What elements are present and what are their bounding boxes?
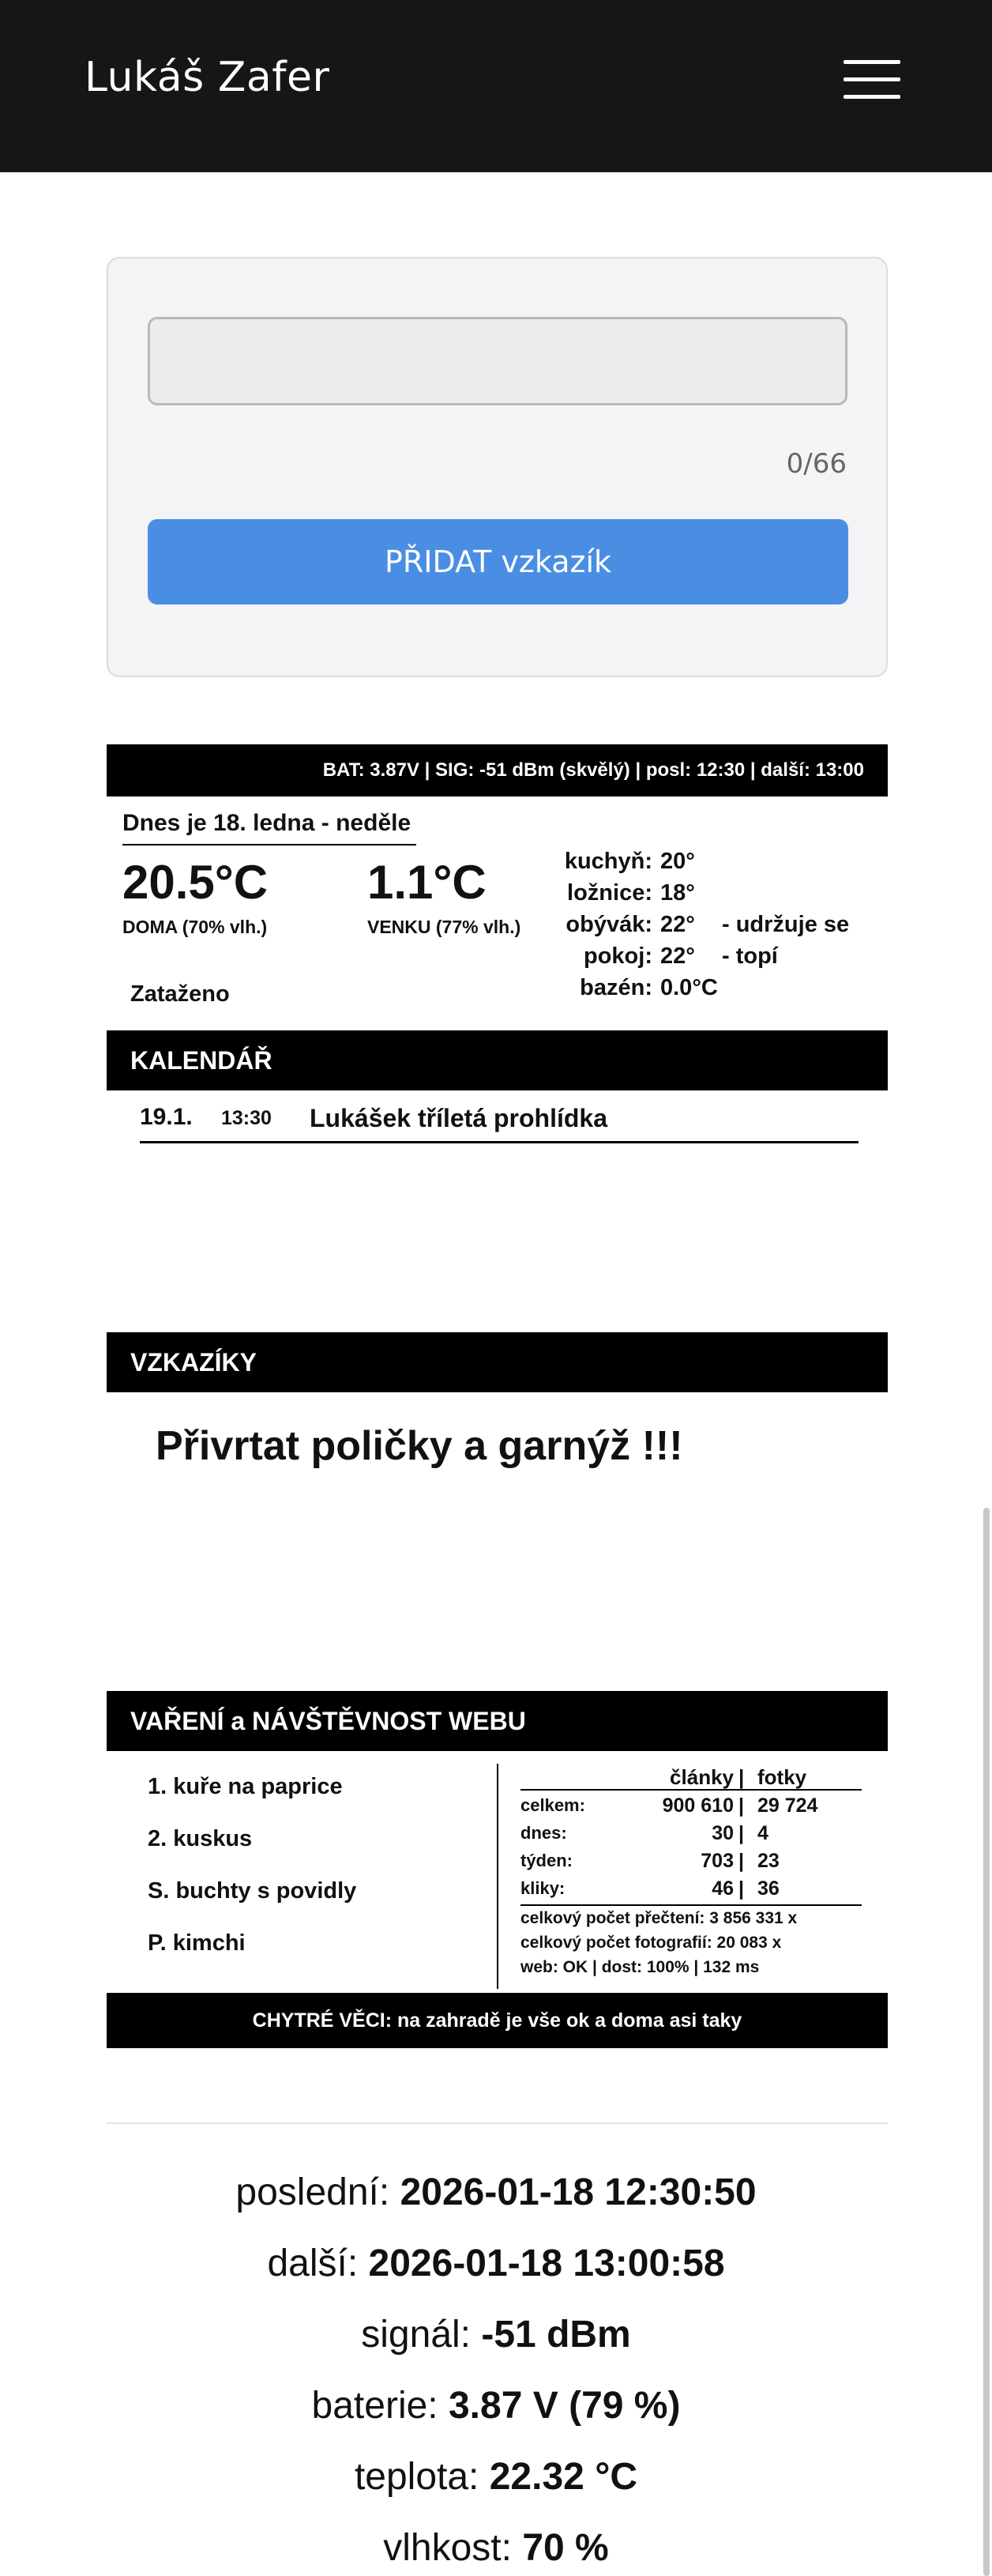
room-row [553,909,885,940]
telemetry-value: 3.87 V (79 %) [448,2385,681,2427]
stats-header [520,1764,862,1791]
calendar-time: 13:30 [221,1107,272,1129]
room-note: - udržuje se [722,911,850,937]
telemetry-next [0,2232,992,2303]
recipe-item: S. buchty s povidly [148,1878,357,1904]
stats-label: celkem: [520,1795,585,1815]
home-temperature: 20.5°C [122,856,269,909]
room-value: 0.0°C [660,974,718,1000]
current-note: Přivrtat poličky a garnýž !!! [156,1423,683,1469]
char-counter: 0/66 [786,448,847,480]
room-row [553,940,885,972]
telemetry-humidity [0,2517,992,2576]
recipe-item: 1. kuře na paprice [148,1774,343,1799]
stats-label: dnes: [520,1823,567,1843]
stats-col-photos: fotky [757,1765,807,1789]
eink-dashboard [107,744,888,2048]
telemetry-label: signál: [361,2314,472,2356]
home-temperature-label: DOMA (70% vlh.) [122,917,268,937]
weather-condition: Zataženo [130,981,230,1007]
cooking-web-heading: VAŘENÍ a NÁVŠTĚVNOST WEBU [107,1691,888,1751]
telemetry-label: teplota: [354,2456,479,2498]
recipe-list [148,1774,356,1983]
telemetry-label: vlhkost: [383,2527,512,2569]
stats-row [520,1818,862,1846]
calendar-event: Lukášek tříletá prohlídka [310,1104,608,1132]
room-row [553,877,885,909]
section-divider [107,2122,888,2124]
hamburger-menu-icon[interactable] [840,55,904,104]
stats-row [520,1874,862,1901]
recipe-item: 2. kuskus [148,1826,253,1851]
top-bar [0,0,992,172]
site-title[interactable]: Lukáš Zafer [85,54,330,101]
telemetry-label: baterie: [311,2385,438,2427]
column-divider [497,1764,498,1989]
outside-temperature-label: VENKU (77% vlh.) [367,917,521,937]
page-scrollbar[interactable] [983,1508,990,2576]
stats-photos-value: 4 [757,1822,768,1844]
telemetry-value: 70 % [522,2527,609,2569]
room-name: obývák: [566,911,652,937]
calendar-heading: KALENDÁŘ [107,1030,888,1090]
stats-separator: | [738,1822,744,1844]
room-temperatures [553,845,885,1004]
room-value: 22° [660,943,695,969]
stats-articles-value: 30 [712,1822,734,1844]
room-note: - topí [722,943,778,969]
room-name: pokoj: [584,943,652,969]
stats-photos-value: 36 [757,1877,780,1900]
stats-row [520,1846,862,1874]
room-value: 22° [660,911,695,937]
stats-separator: | [738,1795,744,1817]
room-name: ložnice: [567,879,652,906]
add-message-button[interactable]: PŘIDAT vzkazík [148,519,848,604]
menu-line [844,77,900,81]
telemetry-value: 2026-01-18 13:00:58 [368,2243,725,2284]
stats-row [520,1791,862,1818]
calendar-entry [140,1104,859,1143]
web-status: web: OK | dost: 100% | 132 ms [520,1958,760,1976]
room-value: 20° [660,848,695,874]
photos-total: celkový počet fotografií: 20 083 x [520,1934,782,1952]
current-date: Dnes je 18. ledna - neděle [122,810,411,836]
stats-articles-value: 46 [712,1877,734,1900]
stats-col-articles: články [670,1765,734,1789]
menu-line [844,60,900,64]
recipe-item: P. kimchi [148,1930,246,1956]
room-value: 18° [660,879,695,906]
stats-label: kliky: [520,1878,566,1898]
telemetry-last [0,2161,992,2232]
telemetry-value: 2026-01-18 12:30:50 [400,2171,757,2213]
message-form-card [107,257,888,677]
calendar-date: 19.1. [140,1104,193,1130]
stats-photos-value: 23 [757,1850,780,1872]
device-telemetry [0,2161,992,2576]
smart-things-footer: CHYTRÉ VĚCI: na zahradě je vše ok a doma asi taky [107,1993,888,2048]
telemetry-signal [0,2303,992,2375]
notes-heading: VZKAZÍKY [107,1332,888,1392]
room-row [553,972,885,1004]
telemetry-value: 22.32 °C [489,2456,638,2498]
date-underline [122,844,416,845]
stats-articles-value: 703 [701,1850,734,1872]
telemetry-label: další: [267,2243,359,2284]
outside-temperature: 1.1°C [367,856,487,909]
reads-total: celkový počet přečtení: 3 856 331 x [520,1909,798,1927]
room-row [553,845,885,877]
stats-photos-value: 29 724 [757,1795,818,1817]
room-name: kuchyň: [564,848,652,874]
telemetry-label: poslední: [235,2171,390,2213]
telemetry-value: -51 dBm [481,2314,631,2356]
telemetry-battery [0,2375,992,2446]
room-name: bazén: [580,974,652,1000]
stats-separator: | [738,1765,745,1789]
stats-separator: | [738,1877,744,1900]
telemetry-temperature [0,2446,992,2517]
stats-separator: | [738,1850,744,1872]
stats-label: týden: [520,1851,573,1870]
web-stats [520,1764,862,1979]
menu-line [844,95,900,99]
stats-articles-value: 900 610 [662,1795,734,1817]
device-status-bar: BAT: 3.87V | SIG: -51 dBm (skvělý) | posl: 12:30 | další: 13:00 [107,744,888,797]
message-input[interactable] [148,317,847,405]
